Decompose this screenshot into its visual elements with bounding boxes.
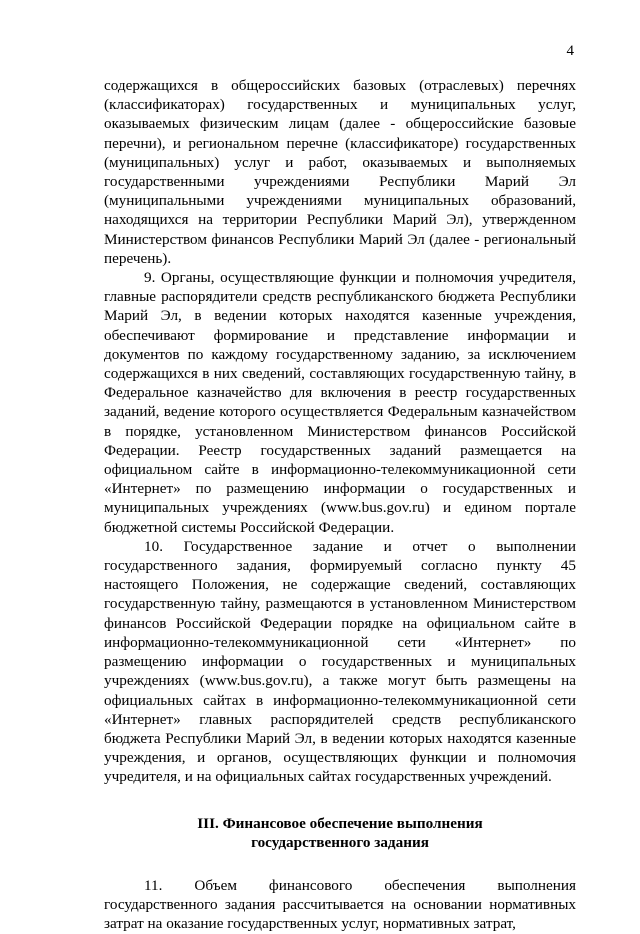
document-body — [104, 76, 576, 934]
paragraph-continuation: содержащихся в общероссийских базовых (отраслевых) перечнях (классификаторах) государственных и муниципальных услуг, оказываемых физическим лицам (далее - общероссийские базовые перечни), и региональном перечне (классификаторе) государственных (муниципальных) услуг и работ, оказываемых и выполняемых государственными учреждениями Республики Марий Эл (муниципальными учреждениями муниципальных образований, находящихся на территории Республики Марий Эл), утвержденном Министерством финансов Республики Марий Эл (далее - региональный перечень). — [104, 77, 576, 267]
page-number: 4 — [566, 43, 574, 59]
section-heading — [104, 814, 576, 852]
section-heading-line-2: государственного задания — [251, 833, 429, 851]
section-heading-line-1: III. Финансовое обеспечение выполнения — [197, 814, 483, 832]
paragraph-10: 10. Государственное задание и отчет о выполнении государственного задания, формируемый согласно пункту 45 настоящего Положения, не содержащие сведений, составляющих государственную тайну, размещаются в установленном Министерством финансов Российской Федерации порядке на официальном сайте в информационно-телекоммуникационной сети «Интернет» по размещению информации о государственных и муниципальных учреждениях (www.bus.gov.ru), а также могут быть размещены на официальных сайтах в информационно-телекоммуникационной сети «Интернет» главных распорядителей средств республиканского бюджета Республики Марий Эл, в ведении которых находятся казенные учреждения, и органов, осуществляющих функции и полномочия учредителя, и на официальных сайтах государственных учреждений. — [104, 537, 576, 786]
paragraph-9: 9. Органы, осуществляющие функции и полномочия учредителя, главные распорядители средств республиканского бюджета Республики Марий Эл, в ведении которых находятся казенные учреждения, обеспечивают формирование и представление информации и документов по каждому государственному заданию, за исключением содержащихся в них сведений, составляющих государственную тайну, в Федеральное казначейство для включения в реестр государственных заданий, ведение которого осуществляется Федеральным казначейством в порядке, установленном Министерством финансов Российской Федерации. Реестр государственных заданий размещается на официальном сайте в информационно-телекоммуникационной сети «Интернет» по размещению информации о государственных и муниципальных учреждениях (www.bus.gov.ru) и едином портале бюджетной системы Российской Федерации. — [104, 269, 576, 536]
paragraph-11: 11. Объем финансового обеспечения выполнения государственного задания рассчитывается на основании нормативных затрат на оказание государственных услуг, нормативных затрат, — [104, 876, 576, 933]
